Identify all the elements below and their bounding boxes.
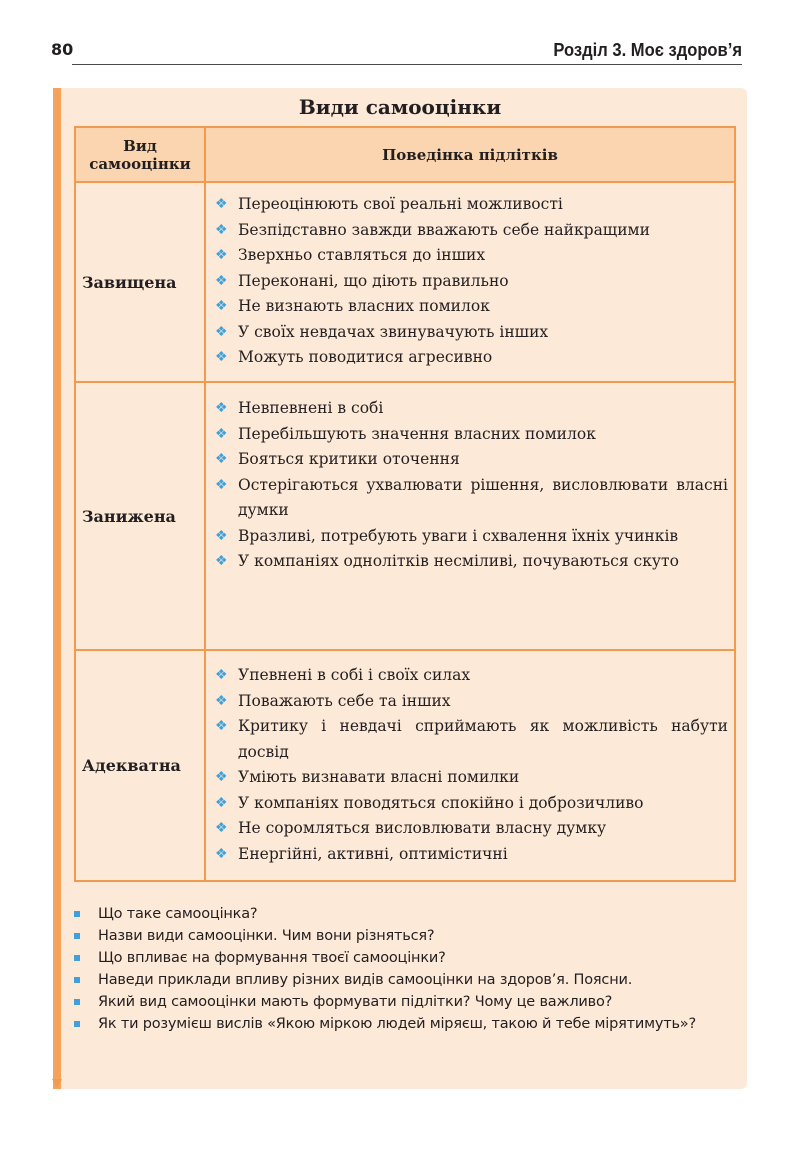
question-item: Назви види самооцінки. Чим вони різняться?	[74, 925, 742, 947]
diamond-bullet-icon: ❖	[215, 718, 228, 734]
list-item: ❖ Остерігаються ухвалювати рішення, висловлювати власні думки	[214, 473, 728, 524]
row-behavior-cell	[205, 182, 735, 382]
behavior-list	[214, 651, 728, 867]
diamond-bullet-icon: ❖	[215, 794, 228, 811]
square-bullet-icon	[74, 955, 80, 961]
table-row	[75, 182, 735, 382]
diamond-bullet-icon: ❖	[215, 553, 228, 569]
diamond-bullet-icon: ❖	[215, 769, 228, 785]
list-item: ❖ Переоцінюють свої реальні можливості	[214, 192, 728, 218]
list-item: ❖ У компаніях однолітків несміливі, почуваються скуто	[214, 549, 728, 575]
header-rule	[72, 64, 742, 65]
row-type-label: Адекватна	[75, 650, 205, 881]
list-item: ❖ Безпідставно завжди вважають себе найкращими	[214, 218, 728, 244]
diamond-bullet-icon: ❖	[215, 527, 228, 544]
diamond-bullet-icon: ❖	[215, 820, 228, 836]
question-item: Який вид самооцінки мають формувати підлітки? Чому це важливо?	[74, 991, 742, 1013]
question-item: Як ти розумієш вислів «Якою міркою людей міряєш, такою й тебе мірятимуть»?	[74, 1013, 742, 1035]
diamond-bullet-icon: ❖	[215, 692, 228, 709]
column-header-behavior: Поведінка підлітків	[205, 127, 735, 182]
diamond-bullet-icon: ❖	[215, 451, 228, 467]
question-item: Що впливає на формування твоєї самооцінки?	[74, 947, 742, 969]
list-item: ❖ Не визнають власних помилок	[214, 294, 728, 320]
diamond-bullet-icon: ❖	[215, 400, 228, 416]
diamond-bullet-icon: ❖	[215, 425, 228, 442]
list-item: ❖ Зверхньо ставляться до інших	[214, 243, 728, 269]
row-behavior-cell	[205, 382, 735, 650]
page-number: 80	[51, 40, 74, 59]
list-item: ❖ Бояться критики оточення	[214, 447, 728, 473]
diamond-bullet-icon: ❖	[215, 476, 228, 493]
diamond-bullet-icon: ❖	[215, 247, 228, 263]
diamond-bullet-icon: ❖	[215, 221, 228, 238]
list-item: ❖ Не соромляться висловлювати власну думку	[214, 816, 728, 842]
diamond-bullet-icon: ❖	[215, 272, 228, 289]
row-type-label: Занижена	[75, 382, 205, 650]
table-header-row	[75, 127, 735, 182]
table-row	[75, 650, 735, 881]
list-item: ❖ Уміють визнавати власні помилки	[214, 765, 728, 791]
diamond-bullet-icon: ❖	[215, 845, 228, 862]
list-item: ❖ Можуть поводитися агресивно	[214, 345, 728, 371]
list-item: ❖ Невпевнені в собі	[214, 396, 728, 422]
row-type-label: Завищена	[75, 182, 205, 382]
square-bullet-icon	[74, 933, 80, 939]
list-item: ❖ Енергійні, активні, оптимістичні	[214, 842, 728, 868]
question-item: Що таке самооцінка?	[74, 903, 742, 925]
list-item: ❖ У своїх невдачах звинувачують інших	[214, 320, 728, 346]
list-item: ❖ У компаніях поводяться спокійно і доброзичливо	[214, 791, 728, 817]
diamond-bullet-icon: ❖	[215, 349, 228, 365]
diamond-bullet-icon: ❖	[215, 298, 228, 314]
list-item: ❖ Критику і невдачі сприймають як можливість набути досвід	[214, 714, 728, 765]
square-bullet-icon	[74, 977, 80, 983]
self-esteem-table	[74, 126, 736, 882]
arrow-down-icon	[52, 1079, 62, 1088]
diamond-bullet-icon: ❖	[215, 323, 228, 340]
behavior-list	[214, 383, 728, 575]
question-item: Наведи приклади впливу різних видів самооцінки на здоров’я. Поясни.	[74, 969, 742, 991]
list-item: ❖ Поважають себе та інших	[214, 689, 728, 715]
list-item: ❖ Перебільшують значення власних помилок	[214, 422, 728, 448]
list-item: ❖ Упевнені в собі і своїх силах	[214, 663, 728, 689]
row-behavior-cell	[205, 650, 735, 881]
table-title: Види самооцінки	[298, 95, 502, 119]
column-header-type: Вид самооцінки	[75, 127, 205, 182]
behavior-list	[214, 183, 728, 371]
panel-accent-bar	[53, 88, 61, 1089]
square-bullet-icon	[74, 999, 80, 1005]
diamond-bullet-icon: ❖	[215, 196, 228, 212]
table-row	[75, 382, 735, 650]
list-item: ❖ Переконані, що діють правильно	[214, 269, 728, 295]
diamond-bullet-icon: ❖	[215, 667, 228, 683]
square-bullet-icon	[74, 911, 80, 917]
review-questions	[74, 903, 742, 1035]
square-bullet-icon	[74, 1021, 80, 1027]
list-item: ❖ Вразливі, потребують уваги і схвалення їхніх учинків	[214, 524, 728, 550]
section-title: Розділ 3. Моє здоров’я	[553, 40, 742, 60]
